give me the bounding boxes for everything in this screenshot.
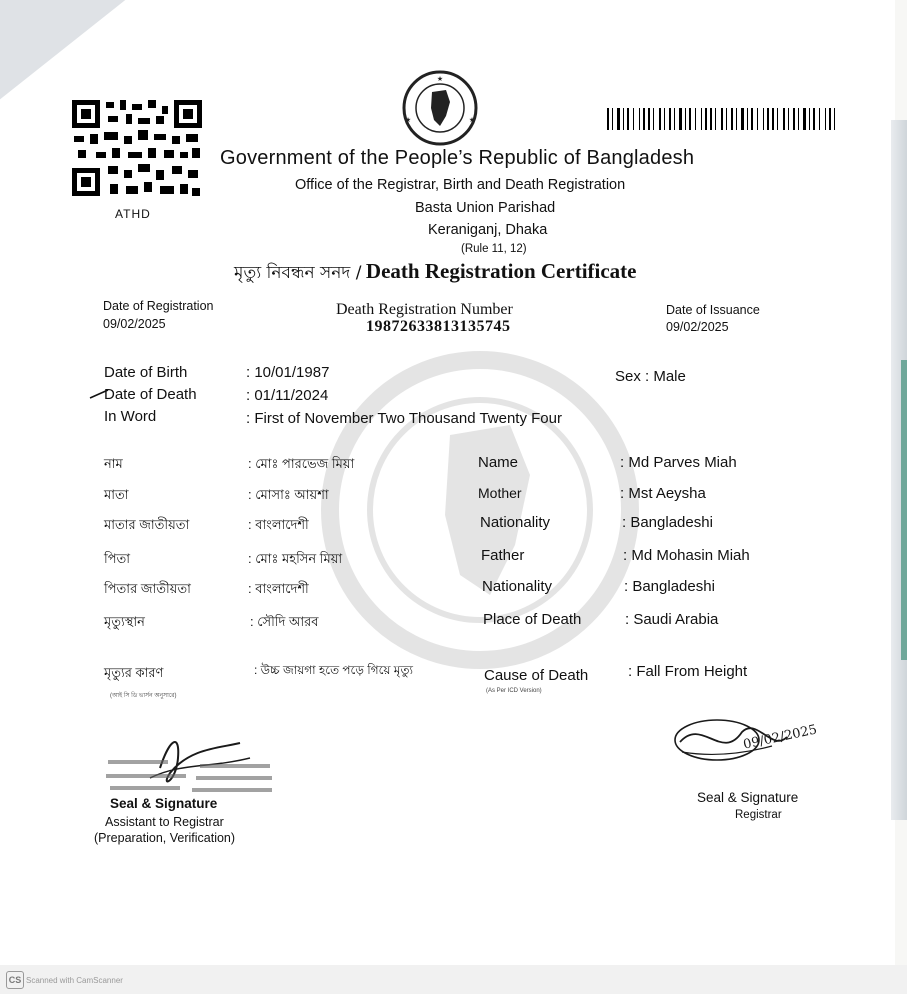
barcode-bar <box>793 108 795 130</box>
in-word-label: In Word <box>104 408 157 425</box>
barcode-bar <box>715 108 716 130</box>
registrar-signature-date: 09/02/2025 <box>742 722 819 753</box>
barcode-bar <box>689 108 691 130</box>
barcode-bar <box>757 108 758 130</box>
barcode-bar <box>819 108 820 130</box>
barcode-bar <box>617 108 620 130</box>
union-name: Basta Union Parishad <box>415 200 556 216</box>
sex-value: Sex : Male <box>615 368 686 385</box>
row-en-value: : Saudi Arabia <box>625 611 719 628</box>
barcode-bar <box>659 108 661 130</box>
certificate-title-en: Death Registration Certificate <box>365 259 637 283</box>
birth-date-value: : 10/01/1987 <box>246 364 330 381</box>
barcode-bar <box>664 108 665 130</box>
barcode-bar <box>612 108 613 130</box>
row-bn-label: পিতা <box>104 551 131 566</box>
birth-date-label: Date of Birth <box>104 364 188 381</box>
barcode <box>607 108 835 130</box>
row-bn-value: : মোঃ মহসিন মিয়া <box>248 551 343 566</box>
barcode-bar <box>772 108 774 130</box>
barcode-bar <box>809 108 810 130</box>
icd-note-bn: (আই সি ডি ভার্সন অনুসারে) <box>110 693 177 699</box>
row-en-value: : Fall From Height <box>628 663 748 680</box>
barcode-bar <box>607 108 609 130</box>
qr-code <box>72 100 202 196</box>
row-bn-value: : সৌদি আরব <box>250 614 319 629</box>
row-en-label: Place of Death <box>483 611 582 628</box>
barcode-bar <box>695 108 696 130</box>
barcode-bar <box>685 108 686 130</box>
svg-text:★: ★ <box>468 116 476 124</box>
row-en-value: : Md Mohasin Miah <box>623 547 750 564</box>
registration-number-label: Death Registration Number <box>336 301 513 318</box>
watermark-emblem <box>300 345 660 675</box>
barcode-bar <box>648 108 650 130</box>
row-bn-label: মাতার জাতীয়তা <box>104 517 190 532</box>
row-en-value: : Mst Aeysha <box>620 485 706 502</box>
barcode-bar <box>653 108 654 130</box>
row-bn-label: পিতার জাতীয়তা <box>104 581 191 596</box>
barcode-bar <box>643 108 645 130</box>
barcode-bar <box>674 108 675 130</box>
barcode-bar <box>763 108 764 130</box>
row-bn-value: : মোঃ পারভেজ মিয়া <box>248 456 355 471</box>
barcode-bar <box>710 108 712 130</box>
svg-text:★: ★ <box>404 116 412 124</box>
registrar-seal-label: Seal & Signature <box>697 790 799 805</box>
barcode-bar <box>813 108 815 130</box>
qr-caption: ATHD <box>115 207 151 221</box>
row-bn-value: : বাংলাদেশী <box>248 517 309 532</box>
govt-title: Government of the People’s Republic of Bangladesh <box>220 147 695 169</box>
in-word-value: : First of November Two Thousand Twenty Four <box>246 410 562 427</box>
paper-edge-accent <box>901 360 907 660</box>
barcode-bar <box>741 108 744 130</box>
row-en-label: Name <box>478 454 519 471</box>
barcode-bar <box>783 108 785 130</box>
row-en-label: Mother <box>478 485 522 501</box>
government-seal-icon <box>388 70 492 146</box>
row-en-value: : Bangladeshi <box>622 514 713 531</box>
row-bn-label: মৃত্যুর কারণ <box>104 665 164 680</box>
barcode-bar <box>726 108 727 130</box>
assistant-role: Assistant to Registrar <box>105 815 224 829</box>
icd-note-en: (As Per ICD Version) <box>486 688 542 694</box>
row-en-label: Cause of Death <box>484 667 589 684</box>
barcode-bar <box>623 108 624 130</box>
row-bn-label: মাতা <box>104 487 129 502</box>
barcode-bar <box>679 108 682 130</box>
certificate-title <box>234 259 637 288</box>
issuance-date-label: Date of Issuance <box>666 303 760 317</box>
barcode-bar <box>798 108 799 130</box>
barcode-bar <box>721 108 723 130</box>
barcode-bar <box>705 108 707 130</box>
office-name: Office of the Registrar, Birth and Death Registration <box>295 177 626 193</box>
registration-number-value: 19872633813135745 <box>366 318 511 335</box>
barcode-bar <box>829 108 831 130</box>
barcode-bar <box>747 108 748 130</box>
area-name: Keraniganj, Dhaka <box>428 222 548 238</box>
row-en-value: : Md Parves Miah <box>620 454 737 471</box>
camscanner-text: Scanned with CamScanner <box>26 976 123 985</box>
registration-date-value: 09/02/2025 <box>103 317 166 331</box>
barcode-bar <box>639 108 640 130</box>
row-bn-value: : বাংলাদেশী <box>248 581 309 596</box>
barcode-bar <box>633 108 634 130</box>
camscanner-logo: CS <box>6 971 24 989</box>
barcode-bar <box>731 108 733 130</box>
row-en-label: Nationality <box>480 514 551 531</box>
row-en-label: Nationality <box>482 578 553 595</box>
row-bn-label: নাম <box>104 456 123 471</box>
registrar-role: Registrar <box>735 809 782 821</box>
barcode-bar <box>788 108 789 130</box>
certificate-title-bn: মৃত্যু নিবন্ধন সনদ / <box>234 263 362 283</box>
row-en-value: : Bangladeshi <box>624 578 715 595</box>
barcode-bar <box>736 108 737 130</box>
issuance-date-value: 09/02/2025 <box>666 320 729 334</box>
barcode-bar <box>767 108 769 130</box>
row-bn-value: : উচ্চ জায়গা হতে পড়ে গিয়ে মৃত্যু <box>254 663 413 677</box>
barcode-bar <box>834 108 835 130</box>
death-date-value: : 01/11/2024 <box>246 387 329 404</box>
barcode-bar <box>777 108 778 130</box>
barcode-bar <box>627 108 629 130</box>
row-bn-value: : মোসাঃ আয়শা <box>248 487 329 502</box>
barcode-bar <box>669 108 671 130</box>
row-bn-label: মৃত্যুস্থান <box>104 614 145 629</box>
barcode-bar <box>751 108 753 130</box>
scanner-footer <box>0 965 907 994</box>
registration-date-label: Date of Registration <box>103 299 214 313</box>
barcode-bar <box>803 108 806 130</box>
assistant-seal-label: Seal & Signature <box>110 796 218 811</box>
death-date-label: Date of Death <box>104 386 197 403</box>
barcode-bar <box>825 108 826 130</box>
barcode-bar <box>701 108 702 130</box>
svg-text:★: ★ <box>436 75 444 83</box>
assistant-role-sub: (Preparation, Verification) <box>94 831 236 845</box>
rule-text: (Rule 11, 12) <box>461 243 527 255</box>
row-en-label: Father <box>481 547 525 564</box>
